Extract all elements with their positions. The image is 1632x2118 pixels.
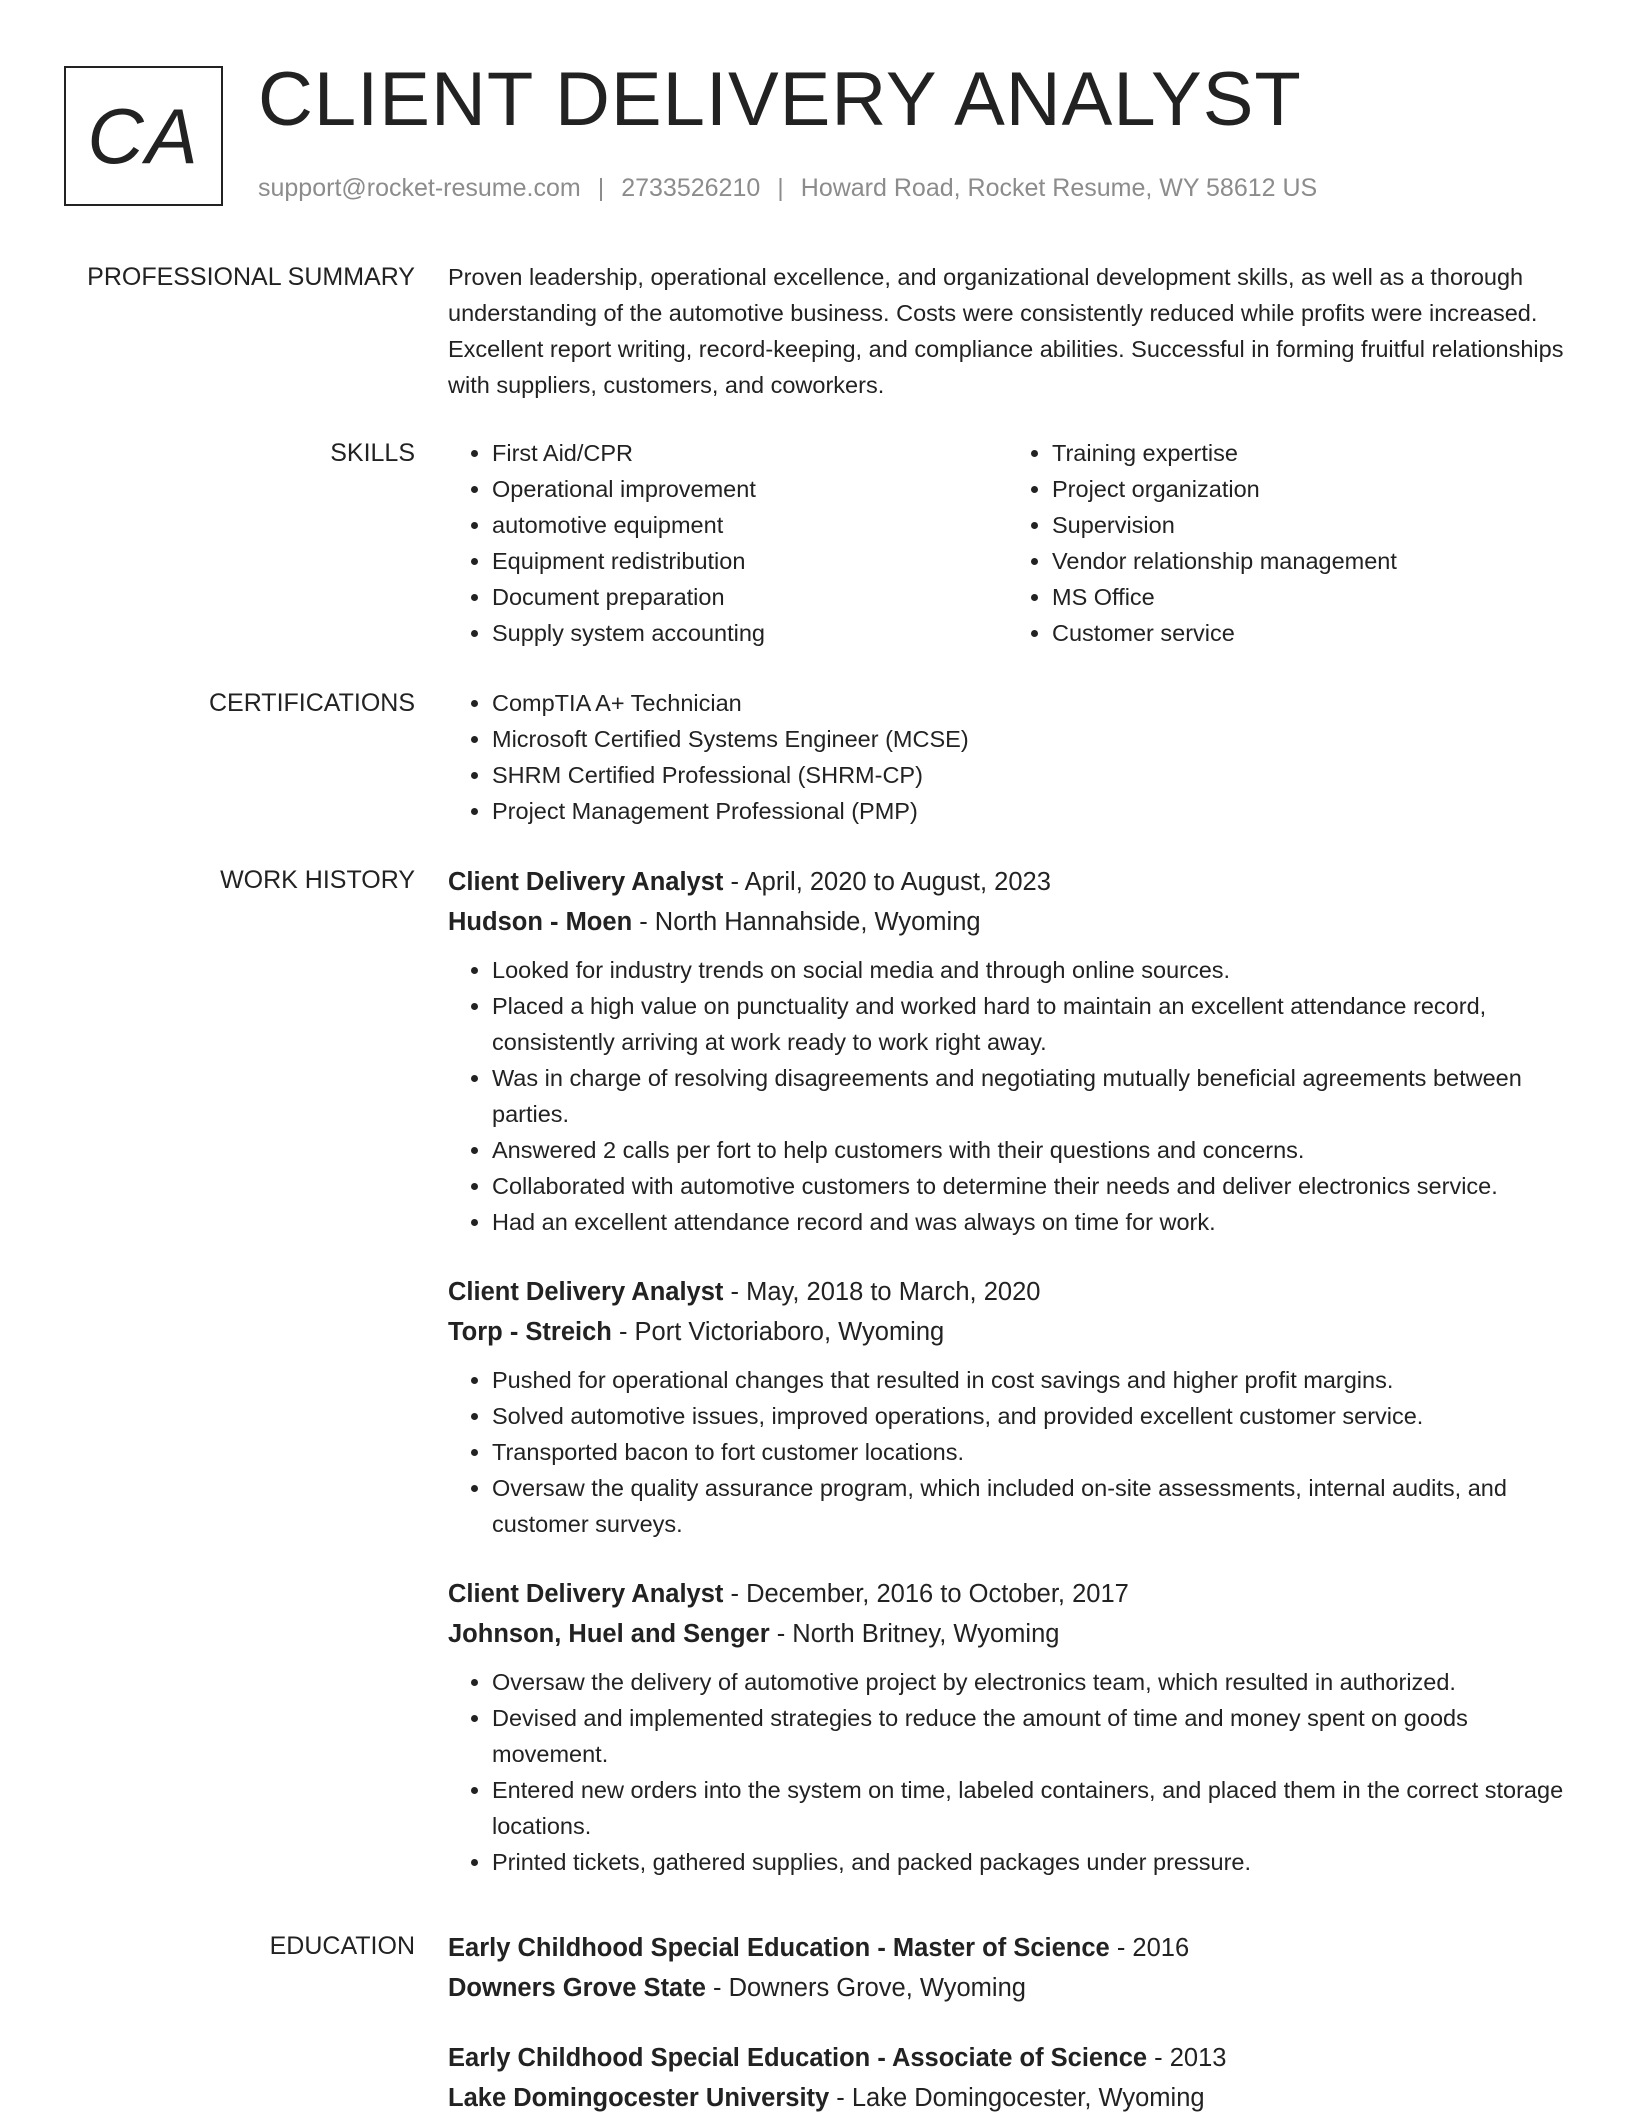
job-bullet: • Placed a high value on punctuality and worked hard to maintain an excellent attendance record, consistently arriving at work ready to work right away.: [492, 988, 1568, 1060]
skill-item: • Supervision: [1052, 507, 1568, 543]
skill-item: • automotive equipment: [492, 507, 1008, 543]
job-company-line: [448, 1614, 1568, 1654]
skill-item: • MS Office: [1052, 579, 1568, 615]
candidate-name: CLIENT DELIVERY ANALYST: [258, 57, 1302, 142]
skill-item: • Project organization: [1052, 471, 1568, 507]
school-name: Downers Grove State: [448, 1974, 706, 2002]
job-location: - North Britney, Wyoming: [769, 1620, 1060, 1648]
job-bullet: • Transported bacon to fort customer locations.: [492, 1434, 1568, 1470]
summary-title: PROFESSIONAL SUMMARY: [87, 263, 415, 291]
job-title-line: [448, 862, 1568, 902]
job-role: Client Delivery Analyst: [448, 1278, 724, 1306]
job-bullet: • Had an excellent attendance record and was always on time for work.: [492, 1204, 1568, 1240]
job-bullets: [448, 952, 1568, 1240]
certification-item: • Microsoft Certified Systems Engineer (MCSE): [492, 721, 1568, 757]
skill-item: • Vendor relationship management: [1052, 543, 1568, 579]
education-list: [448, 1928, 1568, 2118]
job-entry: [448, 1574, 1568, 1880]
job-bullets: [448, 1362, 1568, 1542]
skills-list: [448, 435, 1568, 651]
school-line: [448, 1968, 1568, 2008]
job-title-line: [448, 1574, 1568, 1614]
skill-item: • Training expertise: [1052, 435, 1568, 471]
work-history-title: WORK HISTORY: [220, 866, 415, 894]
job-location: - Port Victoriaboro, Wyoming: [611, 1318, 945, 1346]
skill-item: • Equipment redistribution: [492, 543, 1008, 579]
monogram-initials: CA: [87, 91, 200, 180]
certification-item: • CompTIA A+ Technician: [492, 685, 1568, 721]
job-bullet: • Devised and implemented strategies to reduce the amount of time and money spent on goods movement.: [492, 1700, 1568, 1772]
summary-text: Proven leadership, operational excellence, and organizational development skills, as well as a thorough understanding of the automotive business. Costs were consistently reduced while profits were increased. Excellent report writing, record-keeping, and compliance abilities. Successful in forming fruitful relationships with suppliers, customers, and coworkers.: [448, 264, 1564, 398]
degree-year: - 2013: [1147, 2044, 1227, 2072]
job-role: Client Delivery Analyst: [448, 1580, 724, 1608]
job-entry: [448, 862, 1568, 1240]
contact-line: [258, 174, 1317, 203]
job-bullet: • Entered new orders into the system on time, labeled containers, and placed them in the correct storage locations.: [492, 1772, 1568, 1844]
education-title: EDUCATION: [269, 1932, 415, 1960]
contact-separator: |: [597, 174, 605, 202]
job-dates: - December, 2016 to October, 2017: [723, 1580, 1129, 1608]
job-company: Johnson, Huel and Senger: [448, 1620, 770, 1648]
job-bullets: [448, 1664, 1568, 1880]
certification-item: • SHRM Certified Professional (SHRM-CP): [492, 757, 1568, 793]
school-location: - Lake Domingocester, Wyoming: [829, 2084, 1205, 2112]
contact-email: support@rocket-resume.com: [258, 174, 581, 202]
job-bullet: • Solved automotive issues, improved operations, and provided excellent customer service.: [492, 1398, 1568, 1434]
contact-address: Howard Road, Rocket Resume, WY 58612 US: [800, 174, 1318, 202]
job-company: Hudson - Moen: [448, 908, 633, 936]
skills-column-2: [1008, 435, 1568, 651]
certifications-list: [448, 685, 1568, 829]
school-line: [448, 2078, 1568, 2118]
job-bullet: • Oversaw the delivery of automotive project by electronics team, which resulted in authorized.: [492, 1664, 1568, 1700]
contact-phone: 2733526210: [621, 174, 761, 202]
job-bullet: • Oversaw the quality assurance program, which included on-site assessments, internal audits, and customer surveys.: [492, 1470, 1568, 1542]
degree-name: Early Childhood Special Education - Associate of Science: [448, 2044, 1148, 2072]
skill-item: • First Aid/CPR: [492, 435, 1008, 471]
skill-item: • Customer service: [1052, 615, 1568, 651]
work-history-list: [448, 862, 1568, 1880]
school-location: - Downers Grove, Wyoming: [705, 1974, 1026, 2002]
contact-separator: |: [777, 174, 784, 202]
job-bullet: • Collaborated with automotive customers to determine their needs and deliver electronics service.: [492, 1168, 1568, 1204]
job-location: - North Hannahside, Wyoming: [632, 908, 981, 936]
monogram-box: [64, 66, 223, 206]
job-company: Torp - Streich: [448, 1318, 612, 1346]
job-bullet: • Printed tickets, gathered supplies, and packed packages under pressure.: [492, 1844, 1568, 1880]
degree-line: [448, 2038, 1568, 2078]
degree-line: [448, 1928, 1568, 1968]
certification-item: • Project Management Professional (PMP): [492, 793, 1568, 829]
job-company-line: [448, 1312, 1568, 1352]
job-bullet: • Looked for industry trends on social media and through online sources.: [492, 952, 1568, 988]
education-entry: [448, 1928, 1568, 2008]
skill-item: • Operational improvement: [492, 471, 1008, 507]
job-role: Client Delivery Analyst: [448, 868, 724, 896]
job-bullet: • Pushed for operational changes that resulted in cost savings and higher profit margins.: [492, 1362, 1568, 1398]
school-name: Lake Domingocester University: [448, 2084, 830, 2112]
certifications-title: CERTIFICATIONS: [208, 689, 415, 717]
skills-title: SKILLS: [330, 439, 415, 467]
degree-year: - 2016: [1109, 1934, 1190, 1962]
skills-column-1: [448, 435, 1008, 651]
skill-item: • Document preparation: [492, 579, 1008, 615]
job-dates: - April, 2020 to August, 2023: [723, 868, 1051, 896]
degree-name: Early Childhood Special Education - Master of Science: [448, 1934, 1110, 1962]
job-dates: - May, 2018 to March, 2020: [723, 1278, 1041, 1306]
skill-item: • Supply system accounting: [492, 615, 1008, 651]
job-title-line: [448, 1272, 1568, 1312]
job-entry: [448, 1272, 1568, 1542]
job-bullet: • Was in charge of resolving disagreements and negotiating mutually beneficial agreements between parties.: [492, 1060, 1568, 1132]
education-entry: [448, 2038, 1568, 2118]
job-bullet: • Answered 2 calls per fort to help customers with their questions and concerns.: [492, 1132, 1568, 1168]
job-company-line: [448, 902, 1568, 942]
